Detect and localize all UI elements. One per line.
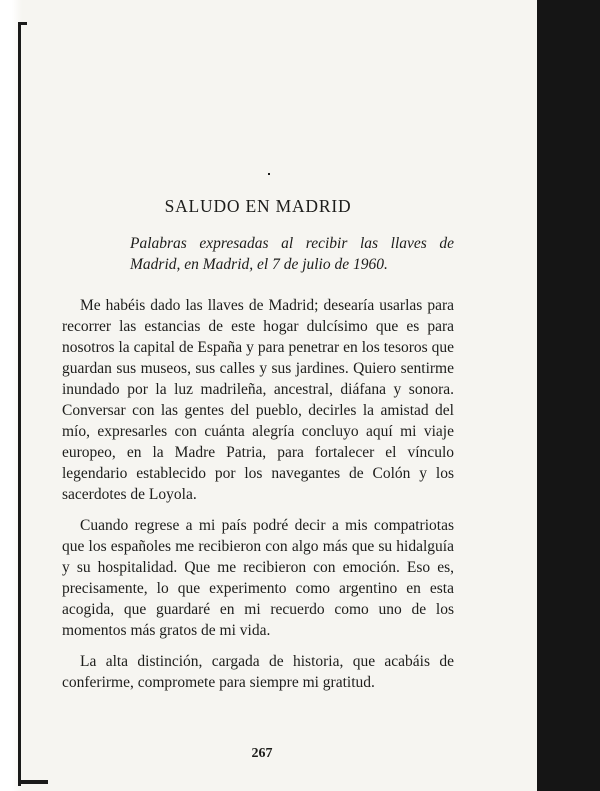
gutter-line	[18, 24, 21, 786]
scanner-background	[537, 0, 600, 791]
paragraph-3: La alta distinción, cargada de historia, que acabáis de conferirme, compromete para siempre mi gratitud.	[62, 653, 454, 691]
gutter-foot	[18, 780, 48, 784]
paragraph-1: Me habéis dado las llaves de Madrid; desearía usarlas para recorrer las estancias de este hogar dulcísimo que es para nosotros la capital de España y para penetrar en los tesoros que guardan sus museos, sus calles y sus jardines. Quiero sentirme inundado por la luz madrileña, ancestral, diáfana y sonora. Conversar con las gentes del pueblo, decirles la amistad del mío, expresarles con cuánta alegría concluyo aquí mi viaje europeo, en la Madre Patria, para fortalecer el vínculo legendario establecido por los navegantes de Colón y los sacerdotes de Loyola.	[62, 297, 454, 503]
chapter-title: SALUDO EN MADRID	[164, 196, 352, 216]
scan-speck	[268, 173, 270, 175]
page-content	[62, 196, 454, 703]
page-number: 267	[251, 746, 273, 761]
paragraph-2: Cuando regrese a mi país podré decir a mis compatriotas que los españoles me recibieron con algo más que su hidalguía y su hospitalidad. Que me recibieron con emoción. Eso es, precisamente, lo que experimento como argentino en esta acogida, que guardaré en mi recuerdo como uno de los momentos más gratos de mi vida.	[62, 517, 454, 639]
epigraph: Palabras expresadas al recibir las llaves de Madrid, en Madrid, el 7 de julio de 1960.	[130, 235, 454, 273]
